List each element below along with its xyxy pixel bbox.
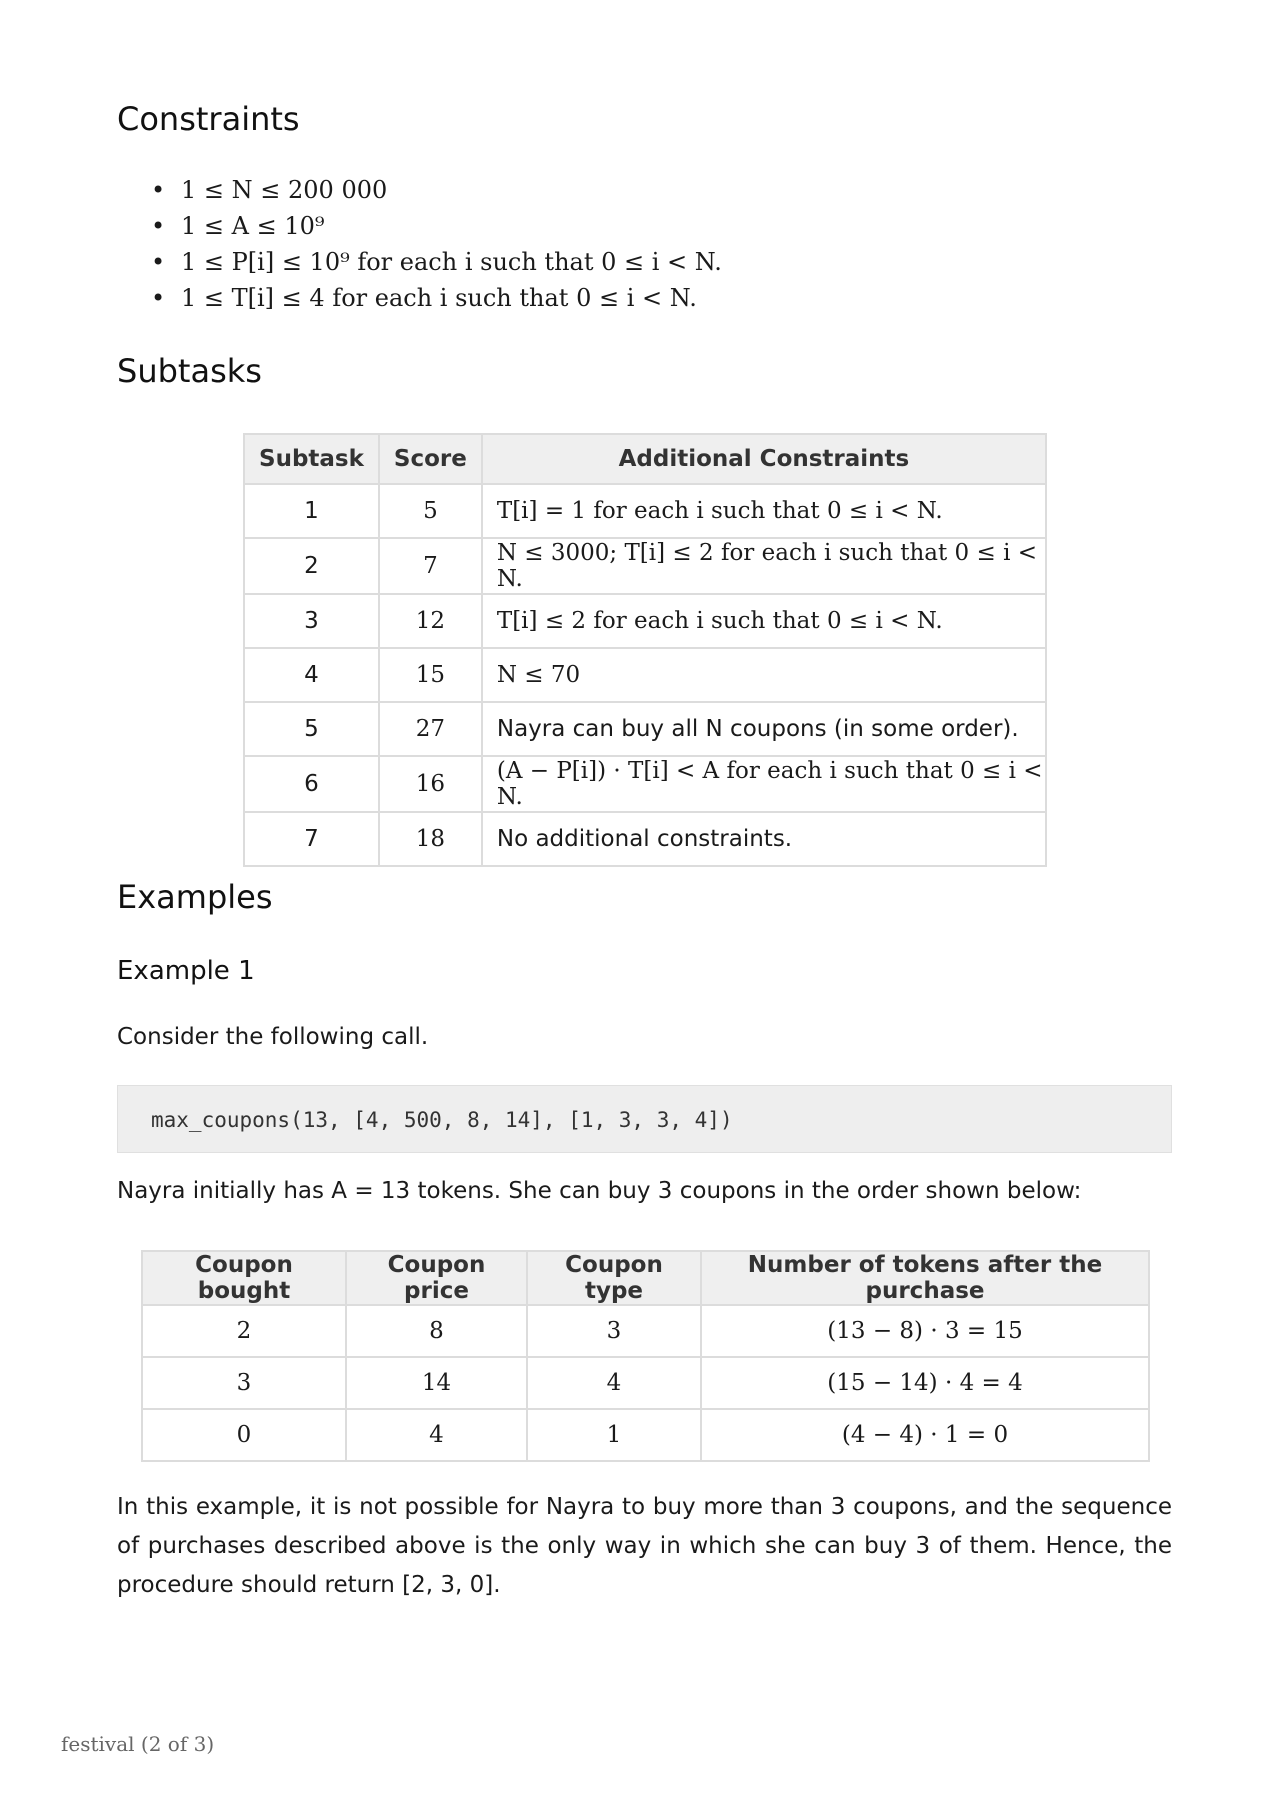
coupon-price: 8 — [346, 1305, 527, 1357]
column-header: Coupon price — [346, 1251, 527, 1305]
table-row — [244, 538, 1046, 594]
coupon-bought: 2 — [142, 1305, 346, 1357]
table-row — [244, 756, 1046, 812]
subtask-constraint: (A − P[i]) · T[i] < A for each i such that 0 ≤ i < N. — [482, 756, 1046, 812]
tokens-after: (4 − 4) · 1 = 0 — [701, 1409, 1149, 1461]
examples-heading: Examples — [117, 878, 273, 916]
table-row — [142, 1409, 1149, 1461]
table-row — [244, 648, 1046, 702]
column-header: Additional Constraints — [482, 434, 1046, 484]
code-block: max_coupons(13, [4, 500, 8, 14], [1, 3, 3, 4]) — [117, 1085, 1172, 1153]
column-header: Number of tokens after the purchase — [701, 1251, 1149, 1305]
subtask-number: 4 — [244, 648, 379, 702]
subtasks-heading: Subtasks — [117, 352, 262, 390]
table-header-row — [244, 434, 1046, 484]
subtask-number: 2 — [244, 538, 379, 594]
subtask-constraint: T[i] = 1 for each i such that 0 ≤ i < N. — [482, 484, 1046, 538]
subtask-score: 16 — [379, 756, 482, 812]
subtask-number: 3 — [244, 594, 379, 648]
subtask-constraint: No additional constraints. — [482, 812, 1046, 866]
subtask-constraint: N ≤ 70 — [482, 648, 1046, 702]
column-header: Score — [379, 434, 482, 484]
constraint-item: • 1 ≤ T[i] ≤ 4 for each i such that 0 ≤ i < N. — [181, 280, 722, 316]
table-row — [142, 1357, 1149, 1409]
table-row — [142, 1305, 1149, 1357]
table-row — [244, 702, 1046, 756]
tokens-after: (13 − 8) · 3 = 15 — [701, 1305, 1149, 1357]
constraint-item: • 1 ≤ A ≤ 10⁹ — [181, 208, 722, 244]
column-header: Subtask — [244, 434, 379, 484]
example-description: Nayra initially has A = 13 tokens. She can buy 3 coupons in the order shown below: — [117, 1178, 1082, 1204]
subtask-number: 6 — [244, 756, 379, 812]
example-intro: Consider the following call. — [117, 1024, 429, 1050]
subtask-score: 5 — [379, 484, 482, 538]
coupon-type: 3 — [527, 1305, 701, 1357]
subtask-number: 7 — [244, 812, 379, 866]
column-header: Coupon bought — [142, 1251, 346, 1305]
coupon-price: 4 — [346, 1409, 527, 1461]
subtask-constraint: T[i] ≤ 2 for each i such that 0 ≤ i < N. — [482, 594, 1046, 648]
table-row — [244, 812, 1046, 866]
subtask-score: 15 — [379, 648, 482, 702]
column-header: Coupon type — [527, 1251, 701, 1305]
table-row — [244, 594, 1046, 648]
subtask-number: 1 — [244, 484, 379, 538]
subtask-constraint: Nayra can buy all N coupons (in some order). — [482, 702, 1046, 756]
subtask-number: 5 — [244, 702, 379, 756]
subtask-score: 12 — [379, 594, 482, 648]
subtask-score: 27 — [379, 702, 482, 756]
constraint-item: • 1 ≤ N ≤ 200 000 — [181, 172, 722, 208]
tokens-after: (15 − 14) · 4 = 4 — [701, 1357, 1149, 1409]
example-conclusion: In this example, it is not possible for Nayra to buy more than 3 coupons, and the sequence of purchases described above is the only way in which she can buy 3 of them. Hence, the procedure should return [2, 3, 0]. — [117, 1494, 1172, 1598]
coupon-bought: 0 — [142, 1409, 346, 1461]
coupon-bought: 3 — [142, 1357, 346, 1409]
subtask-constraint: N ≤ 3000; T[i] ≤ 2 for each i such that 0 ≤ i < N. — [482, 538, 1046, 594]
coupon-type: 1 — [527, 1409, 701, 1461]
constraints-list — [117, 172, 722, 316]
table-header-row — [142, 1251, 1149, 1305]
coupons-table — [141, 1250, 1150, 1462]
subtask-score: 18 — [379, 812, 482, 866]
constraint-item: • 1 ≤ P[i] ≤ 10⁹ for each i such that 0 ≤ i < N. — [181, 244, 722, 280]
coupon-price: 14 — [346, 1357, 527, 1409]
subtask-score: 7 — [379, 538, 482, 594]
example-1-heading: Example 1 — [117, 956, 255, 986]
coupon-type: 4 — [527, 1357, 701, 1409]
table-row — [244, 484, 1046, 538]
constraints-heading: Constraints — [117, 100, 300, 138]
page-footer: festival (2 of 3) — [61, 1732, 215, 1756]
subtasks-table — [243, 433, 1047, 867]
